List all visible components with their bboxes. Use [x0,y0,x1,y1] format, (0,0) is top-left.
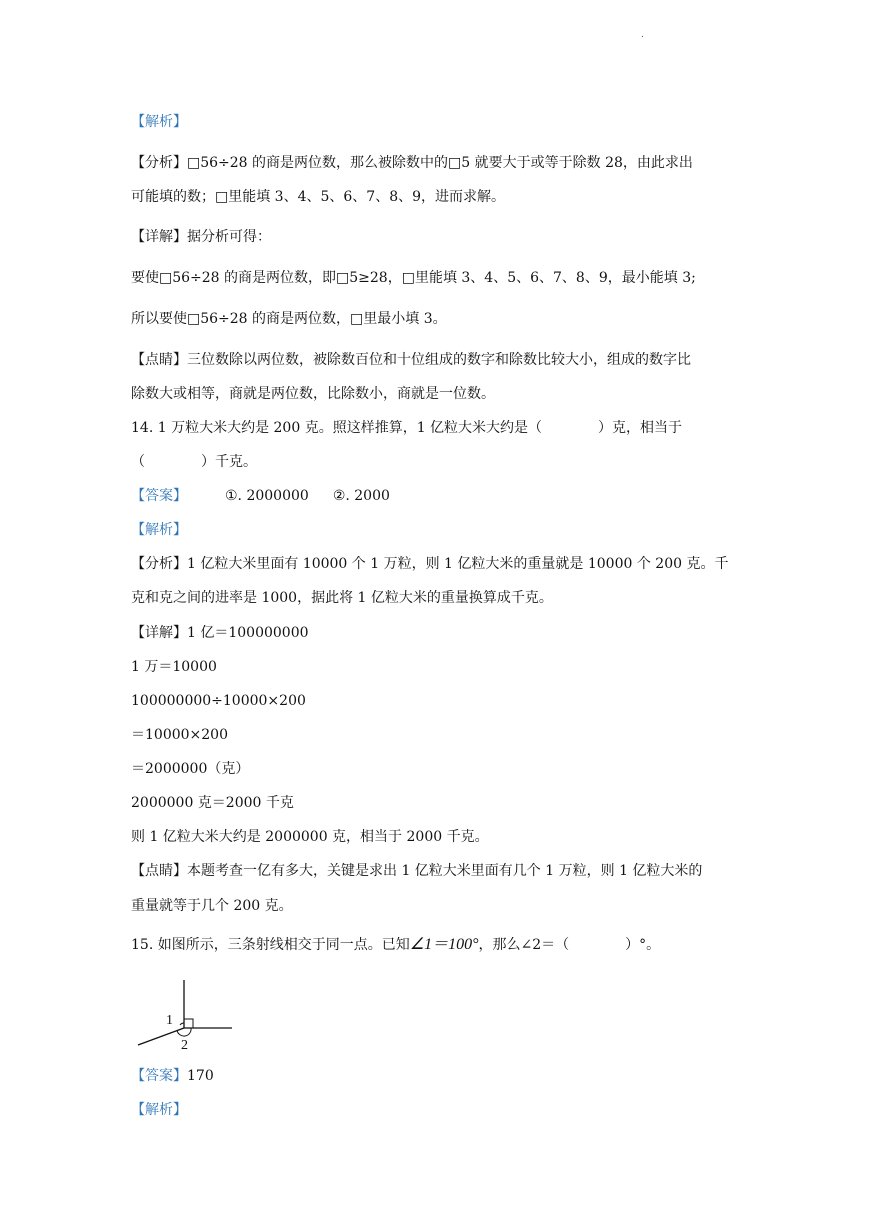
q13-dianjing-tag: 【点睛】 [131,352,187,368]
q15-jiexi-label: 【解析】 [131,1102,187,1118]
q15-answer-line [131,1067,214,1085]
q14-answer-line [131,487,390,505]
q13-xiangjie-line-2: 要使□56÷28 的商是两位数，即□5≥28，□里能填 3、4、5、6、7、8、9，最小能填 3; [131,270,696,286]
q13-xiangjie-tag: 【详解】 [131,229,187,245]
q14-fenxi-text-1: 1 亿粒大米里面有 10000 个 1 万粒，则 1 亿粒大米的重量就是 10000 个 200 克。千 [187,556,729,572]
q13-dianjing-line-1 [131,351,691,369]
q14-xiangjie-line-1 [131,624,309,642]
q14-answer-1: ①. 2000000 [225,488,309,504]
q14-xiangjie-line-3: 100000000÷10000×200 [131,693,306,709]
q14-xiangjie-text-1: 1 亿＝100000000 [187,625,309,641]
q14-question-line-2: （ ）千克。 [131,454,257,470]
q15-angle-expression: ∠1＝100° [409,936,479,953]
q15-answer-value: 170 [187,1068,214,1084]
q14-fenxi-line-1 [131,555,728,573]
q14-question-line-1: 14. 1 万粒大米大约是 200 克。照这样推算，1 亿粒大米大约是（ ）克，相当于 [131,420,683,436]
q14-xiangjie-line-7: 则 1 亿粒大米大约是 2000000 克，相当于 2000 千克。 [131,829,489,845]
q14-answer-tag: 【答案】 [131,488,187,504]
q13-dianjing-text-1: 三位数除以两位数，被除数百位和十位组成的数字和除数比较大小，组成的数字比 [187,352,691,368]
q13-fenxi-line-1 [131,154,693,172]
q14-xiangjie-tag: 【详解】 [131,625,187,641]
angle-1-label: 1 [166,1013,173,1028]
q14-dianjing-line-1 [131,862,702,880]
q14-xiangjie-line-2: 1 万＝10000 [131,659,217,675]
q14-xiangjie-line-4: ＝10000×200 [131,727,228,743]
q14-xiangjie-line-5: ＝2000000（克） [131,761,250,777]
q14-jiexi-label: 【解析】 [131,522,187,538]
q13-jiexi-label: 【解析】 [131,114,187,130]
q13-dianjing-line-2: 除数大或相等，商就是两位数，比除数小，商就是一位数。 [131,386,495,402]
q15-question-pre: 15. 如图所示，三条射线相交于同一点。已知 [131,937,410,953]
q13-xiangjie-text-1: 据分析可得： [187,229,271,245]
q14-dianjing-line-2: 重量就等于几个 200 克。 [131,898,293,914]
q14-fenxi-tag: 【分析】 [131,556,187,572]
right-angle-marker [184,1019,193,1028]
q14-dianjing-tag: 【点睛】 [131,863,187,879]
q13-fenxi-text-1: □56÷28 的商是两位数，那么被除数中的□5 就要大于或等于除数 28，由此求出 [187,155,693,171]
q15-question-post: ，那么∠2＝（ ）°。 [478,937,661,953]
q14-dianjing-text-1: 本题考查一亿有多大，关键是求出 1 亿粒大米里面有几个 1 万粒，则 1 亿粒大米的 [187,863,703,879]
q14-fenxi-line-2: 克和克之间的进率是 1000，据此将 1 亿粒大米的重量换算成千克。 [131,590,553,606]
q13-fenxi-tag: 【分析】 [131,155,187,171]
q13-fenxi-line-2: 可能填的数；□里能填 3、4、5、6、7、8、9，进而求解。 [131,189,506,205]
q13-xiangjie-line-1 [131,228,271,246]
top-dot: . [641,30,644,40]
q15-question-line [131,936,660,954]
q15-answer-tag: 【答案】 [131,1068,187,1084]
angle-2-label: 2 [181,1038,188,1053]
three-rays-figure [134,975,238,1053]
q14-answer-2: ②. 2000 [332,488,390,504]
q13-xiangjie-line-3: 所以要使□56÷28 的商是两位数，□里最小填 3。 [131,311,447,327]
q14-xiangjie-line-6: 2000000 克＝2000 千克 [131,795,294,811]
